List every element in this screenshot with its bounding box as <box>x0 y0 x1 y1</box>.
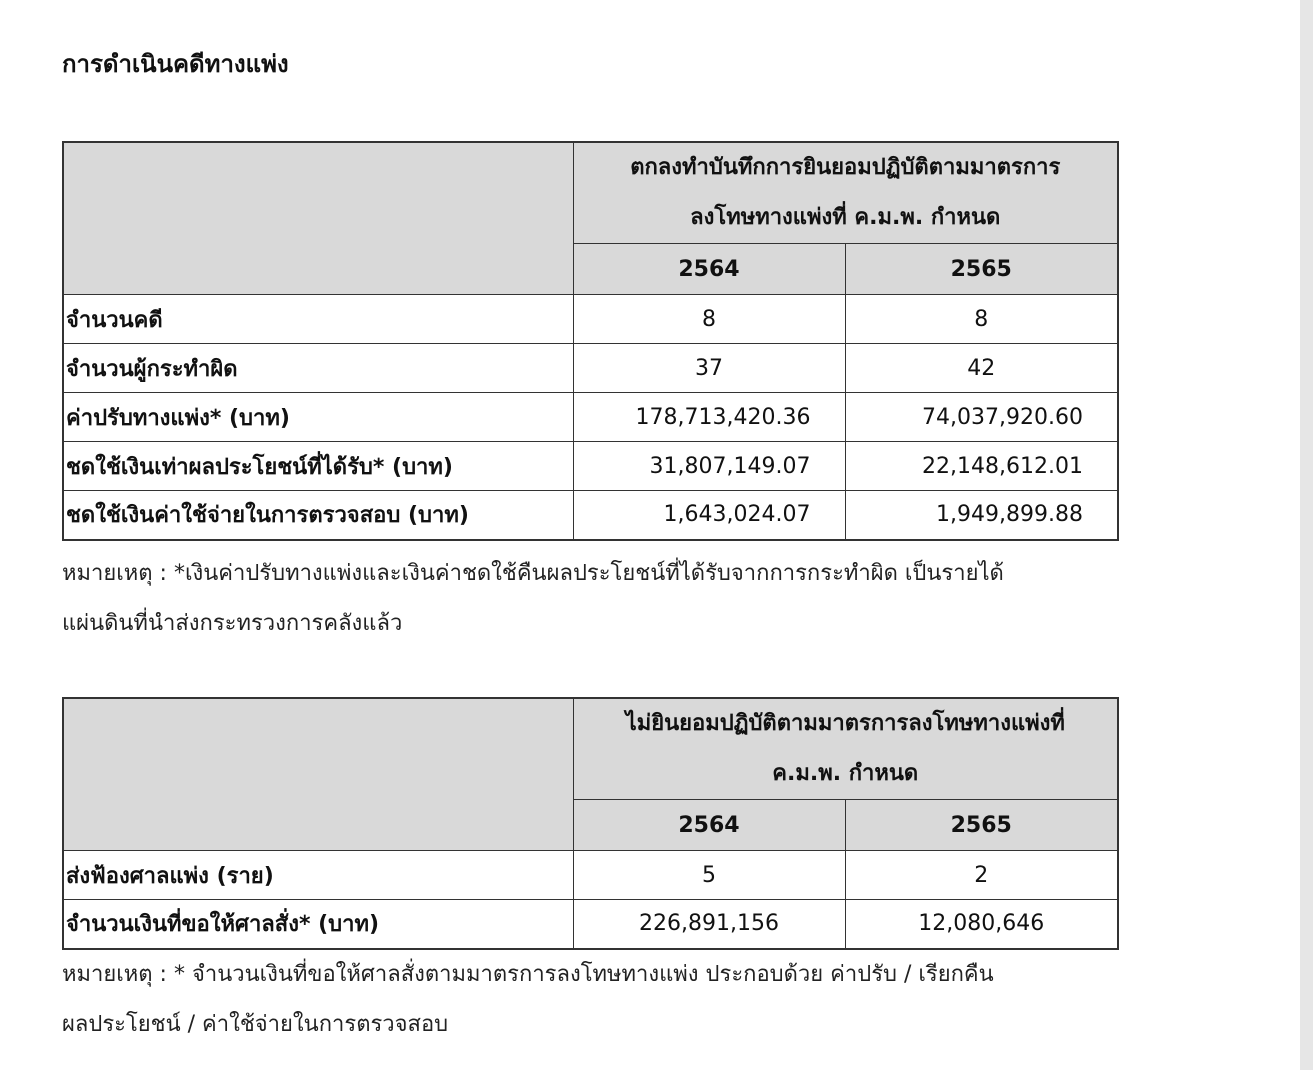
agree-table-year-2565: 2565 <box>845 244 1118 295</box>
agree-table-note <box>62 549 1112 649</box>
table-row <box>63 851 1118 900</box>
value-offender-count-2565: 42 <box>845 344 1118 393</box>
table-row <box>63 442 1118 491</box>
refuse-table-note <box>62 950 1112 1050</box>
agree-table <box>62 141 1119 541</box>
table-row <box>63 393 1118 442</box>
value-requested-amount-2564: 226,891,156 <box>573 900 845 949</box>
refuse-table-group-header-row <box>63 698 1118 800</box>
value-benefit-repayment-2564: 31,807,149.07 <box>573 442 845 491</box>
refuse-table-group-header <box>573 698 1118 800</box>
refuse-table-corner-cell <box>63 698 573 851</box>
value-offender-count-2564: 37 <box>573 344 845 393</box>
table-row <box>63 344 1118 393</box>
value-benefit-repayment-2565: 22,148,612.01 <box>845 442 1118 491</box>
agree-table-group-header-row <box>63 142 1118 244</box>
row-label-benefit-repayment: ชดใช้เงินเท่าผลประโยชน์ที่ได้รับ* (บาท) <box>63 442 573 491</box>
agree-table-year-2564: 2564 <box>573 244 845 295</box>
value-civil-fine-2565: 74,037,920.60 <box>845 393 1118 442</box>
value-case-count-2565: 8 <box>845 295 1118 344</box>
agree-table-group-header-line1: ตกลงทำบันทึกการยินยอมปฏิบัติตามมาตรการ <box>630 155 1061 180</box>
value-civil-fine-2564: 178,713,420.36 <box>573 393 845 442</box>
agree-table-note-line2: แผ่นดินที่นำส่งกระทรวงการคลังแล้ว <box>62 611 403 636</box>
row-label-requested-amount: จำนวนเงินที่ขอให้ศาลสั่ง* (บาท) <box>63 900 573 949</box>
refuse-table-group-header-line1: ไม่ยินยอมปฏิบัติตามมาตรการลงโทษทางแพ่งที่ <box>625 711 1065 736</box>
row-label-civil-court-filings: ส่งฟ้องศาลแพ่ง (ราย) <box>63 851 573 900</box>
value-civil-court-filings-2564: 5 <box>573 851 845 900</box>
table-row <box>63 900 1118 949</box>
page-title: การดำเนินคดีทางแพ่ง <box>62 50 289 78</box>
agree-table-corner-cell <box>63 142 573 295</box>
row-label-civil-fine: ค่าปรับทางแพ่ง* (บาท) <box>63 393 573 442</box>
row-label-offender-count: จำนวนผู้กระทำผิด <box>63 344 573 393</box>
value-inspection-cost-2564: 1,643,024.07 <box>573 491 845 540</box>
agree-table-group-header-line2: ลงโทษทางแพ่งที่ ค.ม.พ. กำหนด <box>690 205 1001 230</box>
page-edge-shadow <box>1300 0 1313 1070</box>
agree-table-note-line1: หมายเหตุ : *เงินค่าปรับทางแพ่งและเงินค่าชดใช้คืนผลประโยชน์ที่ได้รับจากการกระทำผิด เป็นรายได้ <box>62 561 1004 586</box>
value-civil-court-filings-2565: 2 <box>845 851 1118 900</box>
refuse-table-note-line2: ผลประโยชน์ / ค่าใช้จ่ายในการตรวจสอบ <box>62 1012 449 1037</box>
table-row <box>63 491 1118 540</box>
refuse-table <box>62 697 1119 950</box>
value-inspection-cost-2565: 1,949,899.88 <box>845 491 1118 540</box>
agree-table-group-header <box>573 142 1118 244</box>
row-label-inspection-cost: ชดใช้เงินค่าใช้จ่ายในการตรวจสอบ (บาท) <box>63 491 573 540</box>
value-requested-amount-2565: 12,080,646 <box>845 900 1118 949</box>
refuse-table-year-2564: 2564 <box>573 800 845 851</box>
refuse-table-note-line1: หมายเหตุ : * จำนวนเงินที่ขอให้ศาลสั่งตามมาตรการลงโทษทางแพ่ง ประกอบด้วย ค่าปรับ / เรียกคืน <box>62 962 994 987</box>
row-label-case-count: จำนวนคดี <box>63 295 573 344</box>
refuse-table-year-2565: 2565 <box>845 800 1118 851</box>
table-row <box>63 295 1118 344</box>
value-case-count-2564: 8 <box>573 295 845 344</box>
refuse-table-group-header-line2: ค.ม.พ. กำหนด <box>772 761 919 786</box>
